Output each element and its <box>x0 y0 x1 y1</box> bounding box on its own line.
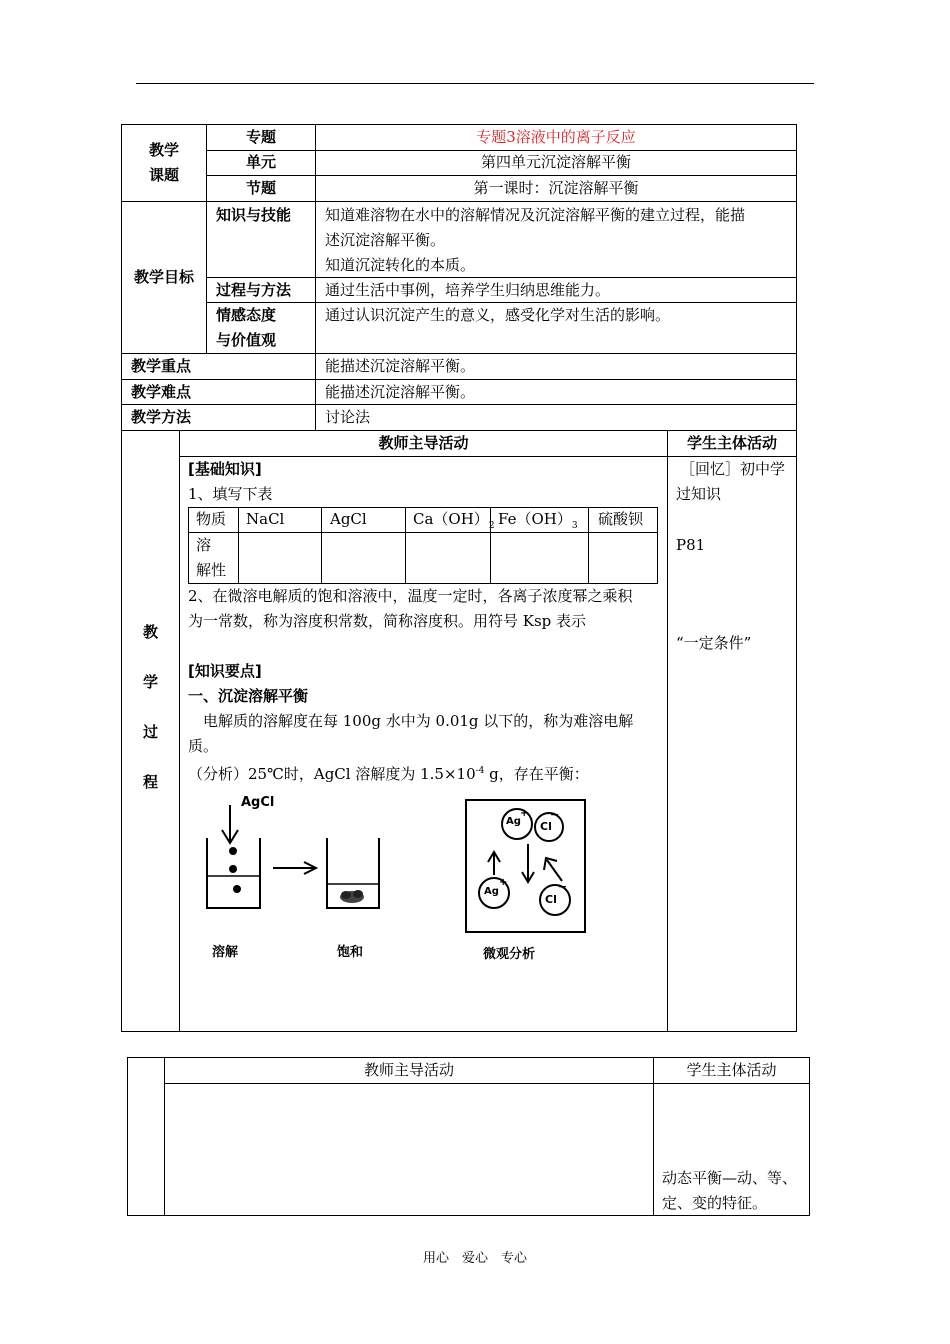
row-divider <box>121 201 797 202</box>
table-cell: AgCl <box>330 510 367 528</box>
table-border-right <box>809 1057 810 1216</box>
small-table-line <box>321 507 322 584</box>
plus-sign: + <box>499 877 508 888</box>
knowledge-line: 述沉淀溶解平衡。 <box>325 231 446 249</box>
table-border-left <box>127 1057 128 1216</box>
knowledge-line: 知道难溶物在水中的溶解情况及沉淀溶解平衡的建立过程，能描 <box>325 206 746 224</box>
emotion-label-1: 情感态度 <box>216 306 277 324</box>
section-label: 节题 <box>245 179 276 197</box>
small-table-line <box>657 507 658 584</box>
student-note: 定、变的特征。 <box>662 1194 768 1212</box>
focus-value: 能描述沉淀溶解平衡。 <box>325 357 476 375</box>
cl-ion-label: Cl <box>540 820 552 833</box>
definition-line: 质。 <box>188 737 219 755</box>
definition-line: 电解质的溶解度在每 100g 水中为 0.01g 以下的，称为难溶电解 <box>203 712 634 730</box>
basic-knowledge-title: [基础知识] <box>188 460 262 478</box>
process-method-label: 过程与方法 <box>216 281 292 299</box>
analysis-text: g，存在平衡： <box>484 765 589 783</box>
small-table-line <box>588 507 589 584</box>
process-side-char: 教 <box>142 623 158 641</box>
process-side-char: 程 <box>142 773 158 791</box>
row-divider <box>164 1083 810 1084</box>
ag-ion-label: Ag <box>506 816 521 827</box>
cl-ion-label: Cl <box>545 893 557 906</box>
table-cell <box>498 507 578 539</box>
table-border-bottom <box>121 1031 797 1032</box>
student-note: 过知识 <box>676 485 722 503</box>
student-activity-header: 学生主体活动 <box>686 434 777 452</box>
course-label: 教学 课题 <box>148 141 179 184</box>
minus-sign: − <box>558 880 568 893</box>
emotion-label-2: 与价值观 <box>216 331 277 349</box>
table-cell <box>413 507 495 539</box>
small-table-line <box>405 507 406 584</box>
unit-label: 单元 <box>245 153 276 171</box>
difficulty-label: 教学难点 <box>131 383 192 401</box>
subscript: 2 <box>488 521 495 531</box>
student-note: P81 <box>676 536 706 554</box>
micro-analysis-label: 微观分析 <box>483 947 536 962</box>
plus-sign: + <box>520 808 529 819</box>
ag-ion-label: Ag <box>484 886 499 897</box>
student-note: ［回忆］初中学 <box>680 460 786 478</box>
dissolve-label: 溶解 <box>212 945 239 960</box>
student-note: 动态平衡—动、等、 <box>662 1169 798 1187</box>
teacher-activity-header-2: 教师主导活动 <box>363 1061 454 1079</box>
page-footer: 用心 爱心 专心 <box>422 1251 527 1266</box>
col-divider <box>667 430 668 1032</box>
focus-label: 教学重点 <box>131 357 192 375</box>
section-one-title: 一、沉淀溶解平衡 <box>188 687 309 705</box>
minus-sign: − <box>550 808 560 821</box>
exponent: -4 <box>475 766 485 776</box>
unit-value: 第四单元沉淀溶解平衡 <box>480 153 631 171</box>
process-side-char: 过 <box>142 723 158 741</box>
table-cell: NaCl <box>246 510 285 528</box>
table-cell: 物质 <box>196 510 227 528</box>
objectives-label: 教学目标 <box>133 268 194 286</box>
table-cell: 硫酸钡 <box>598 510 644 528</box>
ksp-line: 为一常数，称为溶度积常数，简称溶度积。用符号 Ksp 表示 <box>188 612 587 630</box>
small-table-line <box>238 507 239 584</box>
topic-label: 专题 <box>245 128 276 146</box>
knowledge-label: 知识与技能 <box>216 206 292 224</box>
section-value: 第一课时：沉淀溶解平衡 <box>473 179 639 197</box>
difficulty-value: 能描述沉淀溶解平衡。 <box>325 383 476 401</box>
emotion-value: 通过认识沉淀产生的意义，感受化学对生活的影响。 <box>325 306 671 324</box>
knowledge-line: 知道沉淀转化的本质。 <box>325 256 476 274</box>
fe-oh-text: Fe（OH） <box>498 510 572 528</box>
table-border-right <box>796 124 797 1032</box>
process-method-value: 通过生活中事例，培养学生归纳思维能力。 <box>325 281 611 299</box>
small-table-line <box>188 507 189 584</box>
table-cell: 解性 <box>196 561 227 579</box>
table-cell: 溶 <box>196 536 212 554</box>
method-value: 讨论法 <box>325 408 371 426</box>
teacher-activity-header: 教师主导活动 <box>378 434 469 452</box>
student-activity-header-2: 学生主体活动 <box>686 1061 777 1079</box>
student-note: “一定条件” <box>676 634 752 652</box>
analysis-text: （分析）25℃时，AgCl 溶解度为 1.5×10 <box>188 765 476 783</box>
saturated-label: 饱和 <box>337 945 364 960</box>
points-title: [知识要点] <box>188 662 262 680</box>
subscript: 3 <box>571 521 578 531</box>
top-rule <box>136 83 814 84</box>
topic-value: 专题3溶液中的离子反应 <box>476 128 636 146</box>
process-side-char: 学 <box>142 673 158 691</box>
figure-drawing <box>180 780 660 1000</box>
fill-table-line: 1、填写下表 <box>188 485 273 503</box>
agcl-label: AgCl <box>241 795 275 810</box>
method-label: 教学方法 <box>131 408 192 426</box>
table-border-left <box>121 124 122 1032</box>
ca-oh-text: Ca（OH） <box>413 510 489 528</box>
ksp-line: 2、在微溶电解质的饱和溶液中，温度一定时，各离子浓度幂之乘积 <box>188 587 633 605</box>
